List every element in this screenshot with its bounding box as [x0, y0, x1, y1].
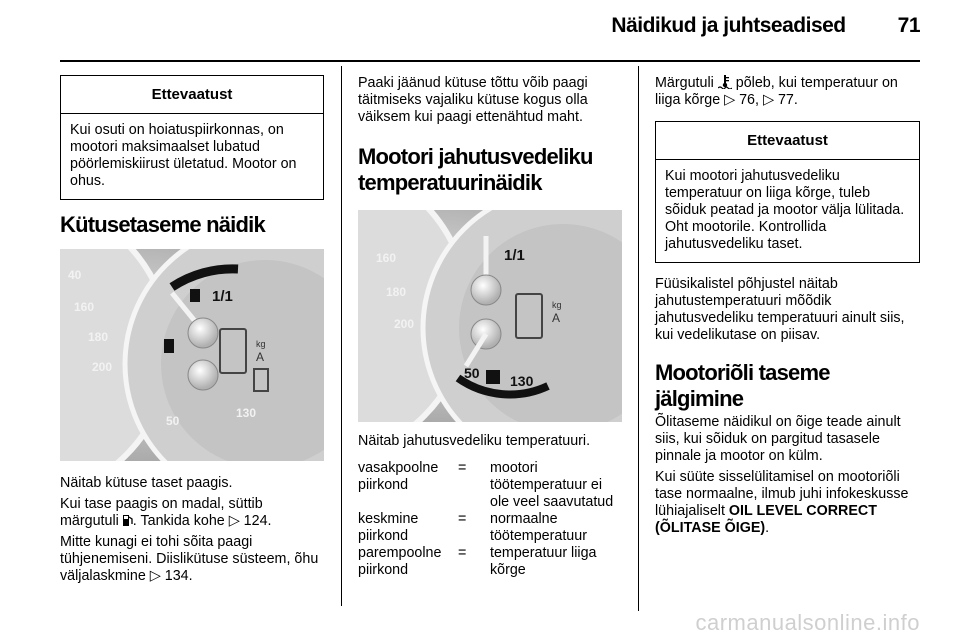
page-reference[interactable]: 134. [164, 568, 193, 584]
table-cell: mootori töötemperatuur ei ole veel saavutatud [490, 460, 614, 510]
gauge-mark: 130 [236, 406, 257, 420]
header-title: Näidikud ja juhtseadised [611, 14, 846, 37]
warning-box [60, 75, 324, 200]
paragraph [60, 496, 324, 530]
heading-line: temperatuurinäidik [358, 170, 542, 195]
column-divider [638, 66, 639, 611]
fuel-pump-icon [164, 339, 174, 353]
table-cell: keskmine piirkond [358, 511, 419, 544]
text-span: Kui tase paagis on madal, süttib märgutuli [60, 496, 263, 529]
column-left [60, 62, 324, 589]
arrow-icon: ▷ [724, 92, 740, 108]
fuel-gauge-illustration [60, 249, 324, 461]
heading-line: Mootori jahutusvedeliku [358, 144, 593, 169]
gauge-full-mark: 1/1 [504, 247, 525, 264]
text-span: . [765, 520, 770, 536]
gauge-full-mark: 1/1 [212, 288, 233, 305]
heading-line: Mootoriõli taseme [655, 360, 830, 385]
gauge-tick: 200 [92, 360, 113, 374]
gauge-tick: 40 [68, 268, 82, 282]
table-cell: normaalne töötemperatuur [490, 511, 587, 544]
warning-text: Kui mootori jahutusvedeliku temperatuur on liiga kõrge, tuleb sõiduk peatad ja mootor välja lülitada. Oht mootorile. Kontrollida jahutusvedeliku taset. [665, 168, 905, 252]
fuel-gauge-image [60, 249, 324, 461]
column-middle [358, 62, 622, 579]
gauge-tick: 180 [88, 330, 109, 344]
paragraph: Näitab kütuse taset paagis. [60, 475, 233, 491]
section-heading [358, 144, 622, 196]
arrow-icon: ▷ [762, 92, 778, 108]
coolant-gauge-image [358, 210, 622, 422]
watermark: carmanualsonline.info [695, 610, 920, 635]
heading-line: jälgimine [655, 386, 744, 411]
table-cell: parempoolne piirkond [358, 545, 442, 578]
paragraph [60, 534, 324, 585]
column-divider [341, 66, 342, 606]
warning-text: Kui osuti on hoiatuspiirkonnas, on mootori maksimaalset lubatud pöörlemiskiirust ületatud. Mootor on ohus. [70, 122, 297, 189]
paragraph [655, 469, 920, 537]
table-cell: = [458, 460, 467, 476]
text-span: . Tankida kohe [132, 513, 229, 529]
warning-title: Ettevaatust [61, 76, 323, 114]
table-row [358, 545, 622, 579]
gauge-tick: 160 [74, 300, 95, 314]
page-reference[interactable]: 124. [243, 513, 272, 529]
paragraph: Õlitaseme näidikul on õige teade ainult siis, kui sõiduk on pargitud tasasele pinnale ja mootor on külm. [655, 414, 901, 464]
warning-box [655, 121, 920, 263]
gauge-label: kg [552, 300, 562, 310]
page-header [611, 14, 920, 38]
coolant-zone-table [358, 460, 622, 579]
page-reference[interactable]: 77. [777, 92, 798, 108]
gauge-tick: 160 [376, 251, 397, 265]
paragraph: Füüsikalistel põhjustel näitab jahutustemperatuuri mõõdik jahutusvedeliku temperatuuri ainult siis, kui vedelikutase on piisav. [655, 276, 905, 343]
text-span: põleb, kui temperatuur on liiga kõrge [655, 75, 898, 108]
text-span: Märgutuli [655, 75, 718, 91]
text-span: Kui süüte sisselülitamisel on mootoriõli tase normaalne, ilmub juhi infokeskusse lühiajaliselt [655, 469, 909, 519]
table-row [358, 511, 622, 545]
column-right [655, 62, 920, 541]
paragraph [655, 75, 920, 109]
table-cell: = [458, 545, 467, 561]
page-reference[interactable]: 76, [739, 92, 763, 108]
coolant-temp-icon [486, 370, 500, 384]
page-number: 71 [897, 14, 920, 37]
caption: Näitab jahutusvedeliku temperatuuri. [358, 433, 591, 449]
gauge-mark: 50 [166, 414, 180, 428]
coolant-temp-icon [718, 75, 732, 89]
fuel-pump-icon [123, 514, 133, 527]
table-cell: = [458, 511, 467, 527]
table-row [358, 460, 622, 511]
display-message: OIL LEVEL CORRECT (ÕLITASE ÕIGE) [655, 503, 877, 536]
gauge-label: kg [256, 339, 266, 349]
coolant-gauge-illustration [358, 210, 622, 422]
gauge-mark: 50 [464, 365, 480, 381]
text-span: Mitte kunagi ei tohi sõita paagi tühjenemiseni. Diislikütuse süsteem, õhu väljalaskmine [60, 534, 319, 584]
warning-title: Ettevaatust [656, 122, 919, 160]
gauge-tick: 180 [386, 285, 407, 299]
section-heading: Kütusetaseme näidik [60, 212, 265, 237]
arrow-icon: ▷ [149, 568, 165, 584]
paragraph: Paaki jäänud kütuse tõttu võib paagi täitmiseks vajaliku kütuse kogus olla väiksem kui paagi ettenähtud maht. [358, 75, 588, 125]
gauge-mark: 130 [510, 373, 534, 389]
section-heading [655, 360, 920, 412]
gauge-tick: 200 [394, 317, 415, 331]
fuel-pump-icon [190, 289, 200, 302]
table-cell: temperatuur liiga kõrge [490, 545, 597, 578]
gauge-label: A [552, 311, 561, 325]
table-cell: vasakpoolne piirkond [358, 460, 439, 493]
arrow-icon: ▷ [228, 513, 244, 529]
gauge-label: A [256, 350, 265, 364]
